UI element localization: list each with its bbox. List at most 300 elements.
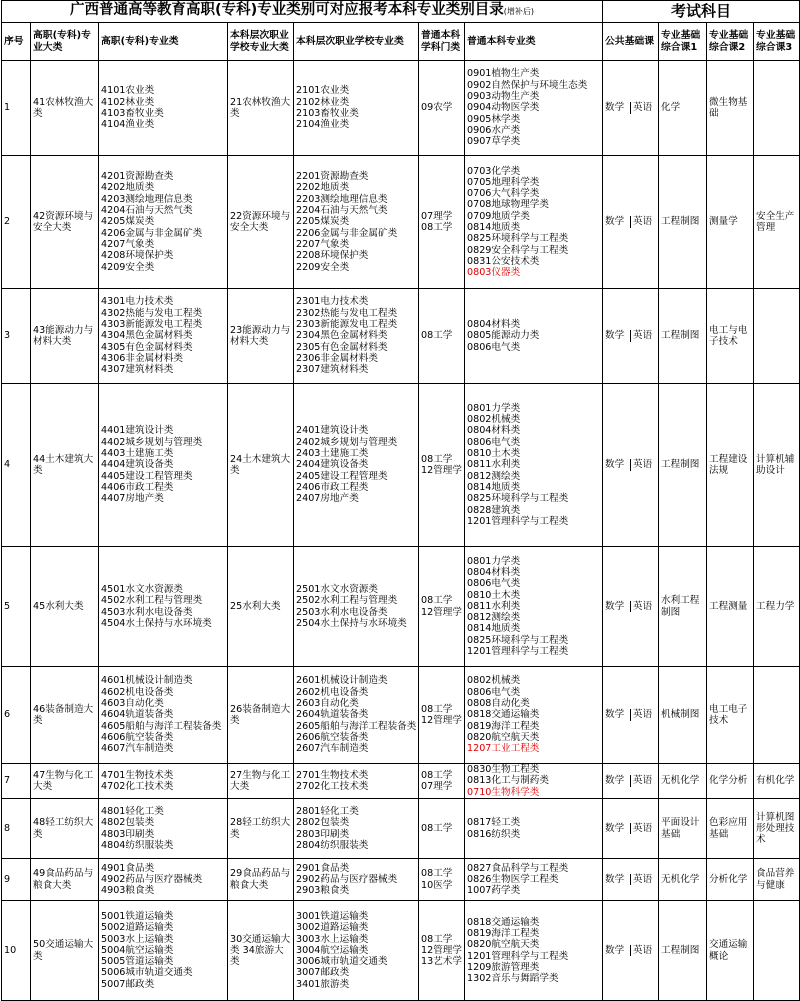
vocational-major-categories-item: 4605船舶与海洋工程装备类 bbox=[101, 720, 222, 732]
vocational-undergrad-categories bbox=[294, 901, 419, 1001]
vocational-major-categories-item: 4201资源勘查类 bbox=[101, 171, 174, 183]
vocational-undergrad-categories-item: 2802包装类 bbox=[296, 817, 350, 829]
exam-subjects-title: 考试科目 bbox=[603, 1, 800, 23]
undergrad-major-categories-item: 0905林学类 bbox=[467, 113, 521, 125]
vocational-major-categories bbox=[99, 764, 228, 799]
row-number: 3 bbox=[2, 289, 31, 384]
vocational-undergrad-categories bbox=[294, 764, 419, 799]
undergrad-major-categories-item: 0801力学类 bbox=[467, 402, 521, 414]
undergrad-major-categories-item: 0806电气类 bbox=[467, 686, 521, 698]
vocational-undergrad-categories-item: 2903粮食类 bbox=[296, 885, 350, 897]
undergrad-major-categories-item: 0709地质学类 bbox=[467, 210, 530, 222]
table-row bbox=[2, 901, 800, 1001]
undergrad-major-categories-item: 0818交通运输类 bbox=[467, 916, 540, 928]
col-header: 普通本科专业类 bbox=[465, 23, 603, 61]
undergrad-major-categories-item: 0814地质类 bbox=[467, 481, 521, 493]
undergrad-major-categories-item: 0901植物生产类 bbox=[467, 68, 540, 80]
vocational-major-categories bbox=[99, 289, 228, 384]
vocational-major-categories-item: 4203测绘地理信息类 bbox=[101, 193, 193, 205]
vocational-major-categories-item: 4606航空装备类 bbox=[101, 731, 174, 743]
vocational-major-group: 43能源动力与材料大类 bbox=[31, 289, 99, 384]
discipline-categories-item: 08工学 bbox=[421, 330, 453, 342]
course-1: 工程制图 bbox=[659, 289, 707, 384]
course-3: 安全生产管理 bbox=[754, 156, 800, 289]
row-number: 1 bbox=[2, 61, 31, 156]
undergrad-major-categories-item: 1302音乐与舞蹈学类 bbox=[467, 973, 559, 985]
vocational-undergrad-categories-item: 2301电力技术类 bbox=[296, 296, 369, 308]
public-course-english: 英语 bbox=[630, 709, 658, 720]
undergrad-major-categories-item: 0830生物工程类 bbox=[467, 764, 540, 776]
undergrad-major-categories-item: 0816纺织类 bbox=[467, 828, 521, 840]
vocational-undergrad-categories bbox=[294, 547, 419, 667]
discipline-categories bbox=[419, 156, 465, 289]
vocational-major-categories-item: 5001铁道运输类 bbox=[101, 910, 174, 922]
vocational-undergrad-categories-item: 2501水文水资源类 bbox=[296, 583, 378, 595]
course-1: 工程制图 bbox=[659, 384, 707, 547]
public-course-math: 数学 bbox=[605, 600, 625, 612]
undergrad-major-categories-item: 0705地理科学类 bbox=[467, 176, 540, 188]
vocational-major-categories-item: 4503水利水电设备类 bbox=[101, 606, 193, 618]
undergrad-major-categories bbox=[465, 156, 603, 289]
vocational-undergrad-categories bbox=[294, 61, 419, 156]
undergrad-major-categories-item: 1201管理科学与工程类 bbox=[467, 950, 569, 962]
undergrad-major-categories-item: 0826生物医学工程类 bbox=[467, 873, 559, 885]
vocational-undergrad-categories-item: 2403土建施工类 bbox=[296, 448, 369, 460]
col-header: 本科层次职业学校专业类 bbox=[294, 23, 419, 61]
discipline-categories bbox=[419, 799, 465, 859]
vocational-undergrad-categories-item: 2102林业类 bbox=[296, 96, 350, 108]
vocational-undergrad-group: 29食品药品与粮食大类 bbox=[228, 859, 294, 901]
undergrad-major-categories-item: 0802机械类 bbox=[467, 675, 521, 687]
undergrad-major-categories-item: 0811水利类 bbox=[467, 600, 521, 612]
vocational-undergrad-categories-item: 3002道路运输类 bbox=[296, 922, 369, 934]
vocational-undergrad-group: 24土木建筑大类 bbox=[228, 384, 294, 547]
vocational-major-categories-item: 4202地质类 bbox=[101, 182, 155, 194]
course-2: 交通运输概论 bbox=[707, 901, 754, 1001]
vocational-major-categories-item: 4903粮食类 bbox=[101, 885, 155, 897]
vocational-major-categories-item: 4208环境保护类 bbox=[101, 250, 174, 262]
vocational-undergrad-categories-item: 2405建设工程管理类 bbox=[296, 470, 388, 482]
table-row bbox=[2, 667, 800, 764]
vocational-undergrad-categories-item: 2606航空装备类 bbox=[296, 731, 369, 743]
discipline-categories-item: 08工学 bbox=[421, 453, 453, 465]
vocational-major-categories-item: 4501水文水资源类 bbox=[101, 583, 183, 595]
undergrad-major-categories-added-item: 0710生物科学类 bbox=[467, 786, 540, 798]
undergrad-major-categories-item: 0802机械类 bbox=[467, 414, 521, 426]
vocational-undergrad-categories-item: 2103畜牧业类 bbox=[296, 108, 359, 119]
course-3: 食品营养与健康 bbox=[754, 859, 800, 901]
vocational-undergrad-categories-item: 2204石油与天然气类 bbox=[296, 205, 388, 217]
undergrad-major-categories-item: 0811水利类 bbox=[467, 459, 521, 471]
undergrad-major-categories bbox=[465, 764, 603, 799]
discipline-categories bbox=[419, 764, 465, 799]
public-course-english: 英语 bbox=[630, 459, 658, 470]
vocational-undergrad-categories-item: 2207气象类 bbox=[296, 238, 350, 250]
vocational-major-group: 47生物与化工大类 bbox=[31, 764, 99, 799]
vocational-major-group: 41农林牧渔大类 bbox=[31, 61, 99, 156]
vocational-undergrad-categories-item: 2306非金属材料类 bbox=[296, 352, 378, 364]
vocational-undergrad-categories-item: 2605船舶与海洋工程装备类 bbox=[296, 720, 417, 732]
undergrad-major-categories bbox=[465, 859, 603, 901]
discipline-categories bbox=[419, 384, 465, 547]
column-header-row bbox=[2, 23, 800, 61]
undergrad-major-categories-item: 0831公安技术类 bbox=[467, 255, 540, 267]
col-header: 本科层次职业学校专业大类 bbox=[228, 23, 294, 61]
vocational-major-categories-item: 5006城市轨道交通类 bbox=[101, 967, 193, 979]
vocational-undergrad-categories-item: 2203测绘地理信息类 bbox=[296, 193, 388, 205]
undergrad-major-categories-item: 0706大气科学类 bbox=[467, 188, 540, 200]
public-courses bbox=[603, 667, 659, 764]
table-row bbox=[2, 764, 800, 799]
vocational-major-group: 48轻工纺织大类 bbox=[31, 799, 99, 859]
vocational-undergrad-categories-item: 3001铁道运输类 bbox=[296, 910, 369, 922]
public-course-math: 数学 bbox=[605, 709, 625, 721]
vocational-major-categories bbox=[99, 156, 228, 289]
discipline-categories bbox=[419, 61, 465, 156]
vocational-undergrad-categories-item: 2206金属与非金属矿类 bbox=[296, 227, 398, 239]
table-row bbox=[2, 859, 800, 901]
course-1: 无机化学 bbox=[659, 764, 707, 799]
discipline-categories-item: 12管理学 bbox=[421, 606, 462, 618]
undergrad-major-categories-item: 0812测绘类 bbox=[467, 470, 521, 482]
table-row bbox=[2, 289, 800, 384]
course-2: 电工电子技术 bbox=[707, 667, 754, 764]
public-course-math: 数学 bbox=[605, 944, 625, 956]
undergrad-major-categories bbox=[465, 901, 603, 1001]
undergrad-major-categories-item: 0812测绘类 bbox=[467, 612, 521, 624]
row-number: 5 bbox=[2, 547, 31, 667]
vocational-major-group: 46装备制造大类 bbox=[31, 667, 99, 764]
vocational-major-group: 50交通运输大类 bbox=[31, 901, 99, 1001]
catalog-table bbox=[1, 0, 800, 1001]
undergrad-major-categories-item: 0703化学类 bbox=[467, 165, 521, 177]
public-course-english: 英语 bbox=[630, 601, 658, 612]
public-courses bbox=[603, 384, 659, 547]
vocational-undergrad-categories-item: 2404建筑设备类 bbox=[296, 459, 369, 471]
vocational-undergrad-categories bbox=[294, 156, 419, 289]
vocational-undergrad-categories-item: 2407房地产类 bbox=[296, 493, 359, 505]
vocational-major-categories bbox=[99, 901, 228, 1001]
vocational-undergrad-categories-item: 2101农业类 bbox=[296, 85, 350, 97]
public-course-english: 英语 bbox=[630, 330, 658, 341]
vocational-major-categories-item: 5005管道运输类 bbox=[101, 956, 174, 968]
discipline-categories-item: 08工学 bbox=[421, 822, 453, 834]
undergrad-major-categories-item: 1007药学类 bbox=[467, 885, 521, 897]
public-course-english: 英语 bbox=[630, 216, 658, 227]
undergrad-major-categories-item: 0825环境科学与工程类 bbox=[467, 233, 569, 245]
vocational-undergrad-group: 30交通运输大类 34旅游大类 bbox=[228, 901, 294, 1001]
undergrad-major-categories-item: 0806电气类 bbox=[467, 578, 521, 590]
vocational-undergrad-categories-item: 2205煤炭类 bbox=[296, 216, 350, 228]
vocational-major-categories-item: 4406市政工程类 bbox=[101, 481, 174, 493]
vocational-major-categories-item: 5007邮政类 bbox=[101, 978, 155, 990]
vocational-major-categories-item: 4405建设工程管理类 bbox=[101, 470, 193, 482]
undergrad-major-categories bbox=[465, 289, 603, 384]
undergrad-major-categories-item: 0818交通运输类 bbox=[467, 709, 540, 721]
vocational-undergrad-categories-item: 2304黑色金属材料类 bbox=[296, 330, 388, 342]
vocational-undergrad-categories-item: 2201资源勘查类 bbox=[296, 171, 369, 183]
vocational-undergrad-categories-item: 2504水土保持与水环境类 bbox=[296, 617, 407, 629]
undergrad-major-categories-item: 0828建筑类 bbox=[467, 504, 521, 516]
undergrad-major-categories-item: 0810土木类 bbox=[467, 448, 521, 460]
table-row bbox=[2, 156, 800, 289]
vocational-undergrad-categories-item: 2701生物技术类 bbox=[296, 769, 369, 781]
public-courses bbox=[603, 764, 659, 799]
discipline-categories-item: 08工学 bbox=[421, 769, 453, 781]
vocational-undergrad-categories-item: 2302热能与发电工程类 bbox=[296, 307, 398, 319]
discipline-categories-item: 12管理学 bbox=[421, 715, 462, 726]
undergrad-major-categories-item: 0825环境科学与工程类 bbox=[467, 493, 569, 505]
vocational-undergrad-categories-item: 2202地质类 bbox=[296, 182, 350, 194]
undergrad-major-categories bbox=[465, 384, 603, 547]
course-3: 计算机辅助设计 bbox=[754, 384, 800, 547]
undergrad-major-categories-added-item: 0803仪器类 bbox=[467, 267, 521, 279]
vocational-major-categories-item: 4802包装类 bbox=[101, 817, 155, 829]
vocational-major-categories-item: 5003水上运输类 bbox=[101, 933, 174, 945]
vocational-major-categories-item: 4101农业类 bbox=[101, 85, 155, 97]
table-row bbox=[2, 61, 800, 156]
vocational-undergrad-categories-item: 2303新能源发电工程类 bbox=[296, 319, 398, 331]
col-header: 专业基础综合课1 bbox=[659, 23, 707, 61]
vocational-major-categories-item: 4206金属与非金属矿类 bbox=[101, 227, 203, 239]
course-2: 色彩应用基础 bbox=[707, 799, 754, 859]
discipline-categories-item: 09农学 bbox=[421, 102, 453, 114]
discipline-categories-item: 07理学 bbox=[421, 781, 453, 792]
course-1: 无机化学 bbox=[659, 859, 707, 901]
vocational-major-categories-item: 4209安全类 bbox=[101, 261, 155, 273]
course-1: 工程制图 bbox=[659, 901, 707, 1001]
public-course-english: 英语 bbox=[630, 775, 658, 786]
course-2: 电工与电子技术 bbox=[707, 289, 754, 384]
vocational-major-categories-item: 4303新能源发电工程类 bbox=[101, 319, 203, 331]
discipline-categories-item: 13艺术学 bbox=[421, 956, 462, 968]
vocational-major-categories bbox=[99, 667, 228, 764]
discipline-categories-item: 12管理学 bbox=[421, 944, 462, 956]
vocational-undergrad-categories-item: 2209安全类 bbox=[296, 261, 350, 273]
public-courses bbox=[603, 901, 659, 1001]
undergrad-major-categories-item: 0820航空航天类 bbox=[467, 939, 540, 951]
col-header: 公共基础课 bbox=[603, 23, 659, 61]
vocational-major-categories-item: 4204石油与天然气类 bbox=[101, 205, 193, 217]
undergrad-major-categories-item: 1209旅游管理类 bbox=[467, 961, 540, 973]
public-courses bbox=[603, 156, 659, 289]
vocational-undergrad-group: 28轻工纺织大类 bbox=[228, 799, 294, 859]
vocational-major-group: 45水利大类 bbox=[31, 547, 99, 667]
col-header: 专业基础综合课3 bbox=[754, 23, 800, 61]
undergrad-major-categories-added-item: 1207工业工程类 bbox=[467, 743, 540, 755]
public-courses bbox=[603, 859, 659, 901]
vocational-major-categories-item: 4604轨道装备类 bbox=[101, 709, 174, 721]
vocational-major-categories-item: 4902药品与医疗器械类 bbox=[101, 873, 203, 885]
vocational-undergrad-categories-item: 2702化工技术类 bbox=[296, 781, 369, 792]
vocational-undergrad-categories bbox=[294, 667, 419, 764]
course-1: 水利工程制图 bbox=[659, 547, 707, 667]
vocational-undergrad-group: 25水利大类 bbox=[228, 547, 294, 667]
vocational-major-categories-item: 4205煤炭类 bbox=[101, 216, 155, 228]
vocational-undergrad-categories-item: 2901食品类 bbox=[296, 862, 350, 874]
undergrad-major-categories bbox=[465, 547, 603, 667]
undergrad-major-categories-item: 0825环境科学与工程类 bbox=[467, 634, 569, 646]
public-course-math: 数学 bbox=[605, 459, 625, 471]
undergrad-major-categories-item: 0808自动化类 bbox=[467, 698, 530, 710]
public-courses bbox=[603, 289, 659, 384]
vocational-undergrad-categories-item: 2406市政工程类 bbox=[296, 481, 369, 493]
vocational-undergrad-categories-item: 2502水利工程与管理类 bbox=[296, 595, 398, 607]
vocational-undergrad-categories-item: 2208环境保护类 bbox=[296, 250, 369, 262]
vocational-undergrad-categories-item: 2307建筑材料类 bbox=[296, 364, 369, 376]
undergrad-major-categories-item: 0904动物医学类 bbox=[467, 102, 540, 114]
vocational-major-categories bbox=[99, 61, 228, 156]
vocational-major-categories-item: 4305有色金属材料类 bbox=[101, 341, 193, 353]
vocational-undergrad-categories-item: 2401建筑设计类 bbox=[296, 425, 369, 437]
vocational-major-categories-item: 4207气象类 bbox=[101, 238, 155, 250]
undergrad-major-categories bbox=[465, 799, 603, 859]
discipline-categories-item: 08工学 bbox=[421, 933, 453, 945]
course-3 bbox=[754, 667, 800, 764]
vocational-major-categories-item: 4407房地产类 bbox=[101, 493, 164, 505]
vocational-major-categories-item: 5002道路运输类 bbox=[101, 922, 174, 934]
vocational-undergrad-categories bbox=[294, 799, 419, 859]
undergrad-major-categories bbox=[465, 61, 603, 156]
vocational-undergrad-categories-item: 2601机械设计制造类 bbox=[296, 675, 388, 687]
row-number: 4 bbox=[2, 384, 31, 547]
undergrad-major-categories-item: 0829安全科学与工程类 bbox=[467, 244, 569, 256]
vocational-undergrad-categories bbox=[294, 289, 419, 384]
discipline-categories bbox=[419, 901, 465, 1001]
public-course-english: 英语 bbox=[630, 945, 658, 956]
vocational-undergrad-categories-item: 2402城乡规划与管理类 bbox=[296, 436, 398, 448]
public-course-english: 英语 bbox=[630, 874, 658, 885]
table-row bbox=[2, 547, 800, 667]
vocational-major-categories-item: 4307建筑材料类 bbox=[101, 364, 174, 376]
undergrad-major-categories-item: 0804材料类 bbox=[467, 566, 521, 578]
vocational-undergrad-categories-item: 2803印刷类 bbox=[296, 828, 350, 840]
vocational-undergrad-categories-item: 3003水上运输类 bbox=[296, 933, 369, 945]
vocational-major-categories bbox=[99, 547, 228, 667]
undergrad-major-categories-item: 0814地质类 bbox=[467, 222, 521, 233]
vocational-major-group: 49食品药品与粮食大类 bbox=[31, 859, 99, 901]
course-3 bbox=[754, 289, 800, 384]
vocational-major-categories-item: 4601机械设计制造类 bbox=[101, 675, 193, 687]
vocational-major-categories-item: 4804纺织服装类 bbox=[101, 839, 174, 851]
vocational-major-categories bbox=[99, 384, 228, 547]
undergrad-major-categories-item: 0801力学类 bbox=[467, 555, 521, 567]
undergrad-major-categories-item: 0820航空航天类 bbox=[467, 731, 540, 743]
public-course-math: 数学 bbox=[605, 822, 625, 834]
discipline-categories bbox=[419, 547, 465, 667]
vocational-major-categories-item: 4301电力技术类 bbox=[101, 296, 174, 308]
undergrad-major-categories-item: 0819海洋工程类 bbox=[467, 720, 540, 732]
course-2: 分析化学 bbox=[707, 859, 754, 901]
vocational-undergrad-categories-item: 2902药品与医疗器械类 bbox=[296, 873, 398, 885]
undergrad-major-categories-item: 0806电气类 bbox=[467, 341, 521, 353]
discipline-categories-item: 12管理学 bbox=[421, 465, 462, 476]
course-2: 化学分析 bbox=[707, 764, 754, 799]
row-number: 8 bbox=[2, 799, 31, 859]
discipline-categories-item: 08工学 bbox=[421, 868, 453, 880]
col-header: 专业基础综合课2 bbox=[707, 23, 754, 61]
vocational-major-categories-item: 4702化工技术类 bbox=[101, 781, 174, 792]
vocational-undergrad-categories-item: 3401旅游类 bbox=[296, 978, 350, 990]
public-course-math: 数学 bbox=[605, 216, 625, 228]
vocational-major-categories-item: 4302热能与发电工程类 bbox=[101, 307, 203, 319]
vocational-undergrad-categories-item: 2503水利水电设备类 bbox=[296, 606, 388, 618]
discipline-categories bbox=[419, 667, 465, 764]
course-1: 平面设计基础 bbox=[659, 799, 707, 859]
undergrad-major-categories-item: 0902自然保护与环境生态类 bbox=[467, 79, 588, 91]
undergrad-major-categories-item: 1201管理科学与工程类 bbox=[467, 646, 569, 658]
vocational-undergrad-categories-item: 3006城市轨道交通类 bbox=[296, 956, 388, 968]
undergrad-major-categories-item: 0806电气类 bbox=[467, 436, 521, 448]
col-header: 序号 bbox=[2, 23, 31, 61]
course-3: 工程力学 bbox=[754, 547, 800, 667]
vocational-undergrad-categories-item: 3007邮政类 bbox=[296, 967, 350, 979]
vocational-major-categories-item: 4602机电设备类 bbox=[101, 686, 174, 698]
vocational-major-categories-item: 4801轻化工类 bbox=[101, 805, 164, 817]
row-number: 6 bbox=[2, 667, 31, 764]
vocational-major-categories-item: 4504水土保持与水环境类 bbox=[101, 617, 212, 629]
table-row bbox=[2, 384, 800, 547]
vocational-undergrad-categories-item: 2604轨道装备类 bbox=[296, 709, 369, 721]
vocational-undergrad-group: 21农林牧渔大类 bbox=[228, 61, 294, 156]
course-1: 机械制图 bbox=[659, 667, 707, 764]
table-row bbox=[2, 799, 800, 859]
undergrad-major-categories-item: 0813化工与制药类 bbox=[467, 775, 549, 787]
course-2: 微生物基础 bbox=[707, 61, 754, 156]
row-number: 9 bbox=[2, 859, 31, 901]
vocational-major-categories-item: 4103畜牧业类 bbox=[101, 108, 164, 119]
vocational-major-categories-item: 4603自动化类 bbox=[101, 698, 164, 710]
undergrad-major-categories-item: 0814地质类 bbox=[467, 623, 521, 635]
course-3: 有机化学 bbox=[754, 764, 800, 799]
vocational-undergrad-categories-item: 2801轻化工类 bbox=[296, 805, 359, 817]
vocational-major-categories-item: 5004航空运输类 bbox=[101, 944, 174, 956]
vocational-major-group: 42资源环境与安全大类 bbox=[31, 156, 99, 289]
vocational-undergrad-categories-item: 3004航空运输类 bbox=[296, 944, 369, 956]
vocational-major-categories-item: 4102林业类 bbox=[101, 96, 155, 108]
discipline-categories-item: 08工学 bbox=[421, 595, 453, 607]
vocational-major-categories-item: 4401建筑设计类 bbox=[101, 425, 174, 437]
vocational-undergrad-categories-item: 2607汽车制造类 bbox=[296, 743, 369, 755]
undergrad-major-categories-item: 0827食品科学与工程类 bbox=[467, 862, 569, 874]
undergrad-major-categories-item: 0805能源动力类 bbox=[467, 330, 540, 342]
course-2: 工程建设法规 bbox=[707, 384, 754, 547]
discipline-categories-item: 08工学 bbox=[421, 703, 453, 715]
vocational-major-categories bbox=[99, 859, 228, 901]
row-number: 2 bbox=[2, 156, 31, 289]
vocational-major-categories-item: 4404建筑设备类 bbox=[101, 459, 174, 471]
vocational-undergrad-categories-item: 2104渔业类 bbox=[296, 119, 350, 131]
public-courses bbox=[603, 799, 659, 859]
vocational-undergrad-group: 23能源动力与材料大类 bbox=[228, 289, 294, 384]
col-header: 高职(专科)专业大类 bbox=[31, 23, 99, 61]
vocational-undergrad-categories-item: 2603自动化类 bbox=[296, 698, 359, 710]
vocational-undergrad-group: 27生物与化工大类 bbox=[228, 764, 294, 799]
vocational-undergrad-categories-item: 2602机电设备类 bbox=[296, 686, 369, 698]
row-number: 10 bbox=[2, 901, 31, 1001]
course-2: 测量学 bbox=[707, 156, 754, 289]
discipline-categories-item: 07理学 bbox=[421, 210, 453, 222]
vocational-major-categories-item: 4306非金属材料类 bbox=[101, 352, 183, 364]
course-3 bbox=[754, 901, 800, 1001]
undergrad-major-categories-item: 1201管理科学与工程类 bbox=[467, 515, 569, 527]
public-course-english: 英语 bbox=[630, 102, 658, 113]
vocational-major-categories-item: 4104渔业类 bbox=[101, 119, 155, 131]
vocational-major-categories-item: 4402城乡规划与管理类 bbox=[101, 436, 203, 448]
vocational-major-categories-item: 4803印刷类 bbox=[101, 828, 155, 840]
undergrad-major-categories-item: 0810土木类 bbox=[467, 589, 521, 601]
undergrad-major-categories bbox=[465, 667, 603, 764]
